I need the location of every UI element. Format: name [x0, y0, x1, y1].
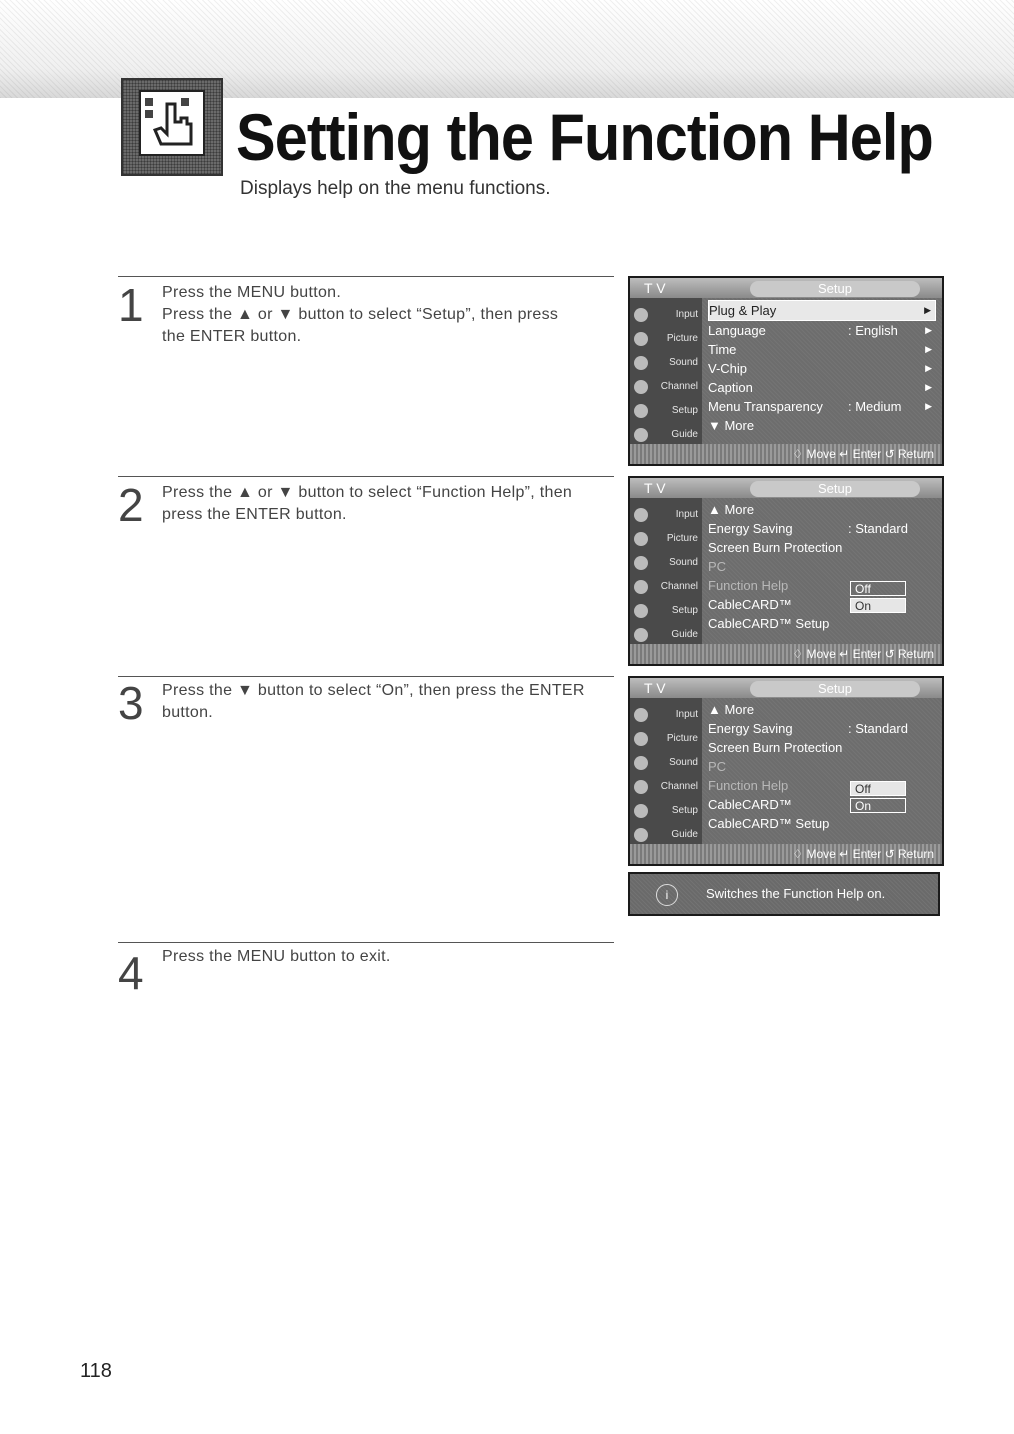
tv-sidebar	[630, 698, 702, 844]
arrow-right-icon: ▶	[924, 305, 931, 315]
tv-sidebar-label: Picture	[666, 533, 698, 544]
step-number: 1	[118, 279, 144, 331]
sound-icon	[634, 356, 648, 370]
tv-item-label: Energy Saving	[708, 721, 793, 736]
tv-item-label: Language	[708, 323, 766, 338]
tv-sidebar-label: Setup	[671, 805, 698, 816]
tv-sidebar-item[interactable]	[630, 624, 702, 646]
tv-sidebar-item[interactable]	[630, 576, 702, 598]
step-divider	[118, 942, 614, 943]
tv-sidebar-item[interactable]	[630, 824, 702, 846]
page-title: Setting the Function Help	[236, 100, 933, 174]
tv-sidebar-item[interactable]	[630, 776, 702, 798]
step-line: button.	[162, 704, 214, 721]
picture-icon	[634, 332, 648, 346]
tv-footer	[630, 644, 942, 664]
tv-sidebar-item[interactable]	[630, 728, 702, 750]
help-text: Switches the Function Help on.	[706, 886, 886, 901]
step-line: the ENTER button.	[162, 328, 302, 345]
tv-menu-item[interactable]	[708, 757, 936, 776]
arrow-right-icon: ▶	[925, 344, 932, 354]
tv-sidebar-label: Sound	[669, 757, 698, 768]
input-icon	[634, 708, 648, 722]
tv-label: T V	[644, 680, 666, 696]
tv-menu-list	[708, 700, 936, 833]
channel-icon	[634, 580, 648, 594]
tv-menu-item[interactable]	[708, 340, 936, 359]
page-subtitle: Displays help on the menu functions.	[240, 178, 551, 199]
sound-icon	[634, 756, 648, 770]
option-on[interactable]: On	[850, 598, 906, 613]
tv-item-label: Function Help	[708, 578, 789, 593]
option-off[interactable]: Off	[850, 781, 906, 796]
tv-screen-function-help-on	[628, 676, 944, 866]
tv-sidebar-label: Picture	[666, 733, 698, 744]
tv-sidebar-item[interactable]	[630, 600, 702, 622]
page-number: 118	[80, 1360, 112, 1382]
picture-icon	[634, 532, 648, 546]
tv-menu-item[interactable]	[708, 519, 936, 538]
setup-icon	[634, 804, 648, 818]
step-text	[162, 680, 612, 724]
setup-icon	[634, 404, 648, 418]
tv-label: T V	[644, 280, 666, 296]
tv-footer	[630, 844, 942, 864]
tv-sidebar-item[interactable]	[630, 352, 702, 374]
channel-icon	[634, 780, 648, 794]
option-on[interactable]: On	[850, 798, 906, 813]
step-number: 4	[118, 947, 144, 999]
tv-footer-text: ♢ Move ↵ Enter ↺ Return	[792, 647, 934, 661]
step-line: Press the MENU button to exit.	[162, 948, 391, 965]
hand-svg	[141, 92, 203, 154]
tv-header	[630, 678, 942, 698]
step-divider	[118, 676, 614, 677]
tv-item-label: ▼ More	[708, 418, 755, 433]
setup-icon	[634, 604, 648, 618]
tv-item-value: : English	[848, 323, 898, 338]
tv-footer-text: ♢ Move ↵ Enter ↺ Return	[792, 447, 934, 461]
tv-menu-item[interactable]	[708, 557, 936, 576]
tv-item-label: Plug & Play	[709, 303, 777, 318]
tv-menu-item[interactable]	[708, 538, 936, 557]
tv-item-label: PC	[708, 759, 727, 774]
tv-sidebar-label: Input	[675, 509, 698, 520]
hand-pointer-icon	[121, 78, 223, 176]
guide-icon	[634, 428, 648, 442]
tv-sidebar-label: Picture	[666, 333, 698, 344]
step-line: press the ENTER button.	[162, 506, 347, 523]
arrow-right-icon: ▶	[925, 401, 932, 411]
tv-item-label: Energy Saving	[708, 521, 793, 536]
function-help-bar	[628, 872, 940, 916]
tv-menu-title: Setup	[750, 481, 920, 497]
step-line: Press the ▲ or ▼ button to select “Setup”, then press	[162, 306, 559, 323]
tv-sidebar-item[interactable]	[630, 504, 702, 526]
tv-item-label: PC	[708, 559, 727, 574]
tv-item-label: Caption	[708, 380, 753, 395]
tv-item-label: CableCARD™	[708, 797, 792, 812]
icon-inner	[139, 90, 205, 156]
tv-menu-item[interactable]	[708, 614, 936, 633]
tv-item-label: CableCARD™	[708, 597, 792, 612]
tv-sidebar-item[interactable]	[630, 304, 702, 326]
tv-menu-item-more[interactable]	[708, 416, 936, 435]
tv-item-label: Menu Transparency	[708, 399, 823, 414]
tv-menu-title: Setup	[750, 681, 920, 697]
tv-sidebar-label: Guide	[671, 629, 698, 640]
tv-sidebar-label: Setup	[671, 605, 698, 616]
tv-sidebar-item[interactable]	[630, 528, 702, 550]
tv-item-label: Time	[708, 342, 737, 357]
step-divider	[118, 476, 614, 477]
sound-icon	[634, 556, 648, 570]
tv-menu-item[interactable]	[708, 300, 936, 321]
tv-menu-item-more[interactable]	[708, 500, 936, 519]
tv-item-value: : Standard	[848, 521, 908, 536]
tv-sidebar-item[interactable]	[630, 704, 702, 726]
arrow-right-icon: ▶	[925, 382, 932, 392]
tv-menu-item[interactable]	[708, 738, 936, 757]
tv-menu-item[interactable]	[708, 378, 936, 397]
tv-screen-setup-menu	[628, 276, 944, 466]
tv-menu-list	[708, 300, 936, 435]
tv-sidebar-label: Sound	[669, 357, 698, 368]
tv-sidebar-label: Setup	[671, 405, 698, 416]
tv-header	[630, 478, 942, 498]
input-icon	[634, 508, 648, 522]
tv-footer-text: ♢ Move ↵ Enter ↺ Return	[792, 847, 934, 861]
tv-sidebar-item[interactable]	[630, 328, 702, 350]
step-text	[162, 946, 612, 968]
channel-icon	[634, 380, 648, 394]
tv-item-value: : Standard	[848, 721, 908, 736]
step-text	[162, 282, 612, 348]
tv-item-label: Function Help	[708, 778, 789, 793]
tv-sidebar	[630, 498, 702, 644]
tv-label: T V	[644, 480, 666, 496]
tv-item-value: : Medium	[848, 399, 902, 414]
tv-menu-list	[708, 500, 936, 633]
arrow-right-icon: ▶	[925, 363, 932, 373]
step-line: Press the ▼ button to select “On”, then press the ENTER	[162, 682, 585, 699]
tv-item-label: V-Chip	[708, 361, 748, 376]
tv-sidebar-label: Input	[675, 309, 698, 320]
tv-sidebar	[630, 298, 702, 444]
tv-sidebar-item[interactable]	[630, 424, 702, 446]
tv-menu-item[interactable]	[708, 814, 936, 833]
tv-item-label: Screen Burn Protection	[708, 540, 843, 555]
tv-header	[630, 278, 942, 298]
tv-footer	[630, 444, 942, 464]
tv-menu-item[interactable]	[708, 719, 936, 738]
tv-sidebar-item[interactable]	[630, 400, 702, 422]
arrow-right-icon: ▶	[925, 325, 932, 335]
tv-sidebar-label: Channel	[660, 381, 698, 392]
tv-item-label: CableCARD™ Setup	[708, 816, 830, 831]
tv-menu-item-more[interactable]	[708, 700, 936, 719]
tv-screen-function-help	[628, 476, 944, 666]
tv-sidebar-label: Channel	[660, 581, 698, 592]
tv-item-label: ▲ More	[708, 502, 755, 517]
guide-icon	[634, 628, 648, 642]
step-line: Press the ▲ or ▼ button to select “Function Help”, then	[162, 484, 573, 501]
tv-menu-item[interactable]	[708, 397, 936, 416]
picture-icon	[634, 732, 648, 746]
tv-sidebar-label: Guide	[671, 429, 698, 440]
step-number: 2	[118, 479, 144, 531]
tv-menu-item[interactable]	[708, 359, 936, 378]
tv-menu-title: Setup	[750, 281, 920, 297]
tv-sidebar-label: Sound	[669, 557, 698, 568]
tv-sidebar-item[interactable]	[630, 752, 702, 774]
tv-sidebar-item[interactable]	[630, 800, 702, 822]
tv-menu-item[interactable]	[708, 321, 936, 340]
tv-sidebar-label: Channel	[660, 781, 698, 792]
step-text	[162, 482, 612, 526]
tv-sidebar-item[interactable]	[630, 376, 702, 398]
info-icon: i	[656, 884, 678, 906]
option-off[interactable]: Off	[850, 581, 906, 596]
tv-sidebar-item[interactable]	[630, 552, 702, 574]
tv-item-label: CableCARD™ Setup	[708, 616, 830, 631]
tv-item-label: ▲ More	[708, 702, 755, 717]
tv-sidebar-label: Guide	[671, 829, 698, 840]
tv-sidebar-label: Input	[675, 709, 698, 720]
guide-icon	[634, 828, 648, 842]
input-icon	[634, 308, 648, 322]
tv-item-label: Screen Burn Protection	[708, 740, 843, 755]
step-number: 3	[118, 677, 144, 729]
step-divider	[118, 276, 614, 277]
step-line: Press the MENU button.	[162, 284, 342, 301]
